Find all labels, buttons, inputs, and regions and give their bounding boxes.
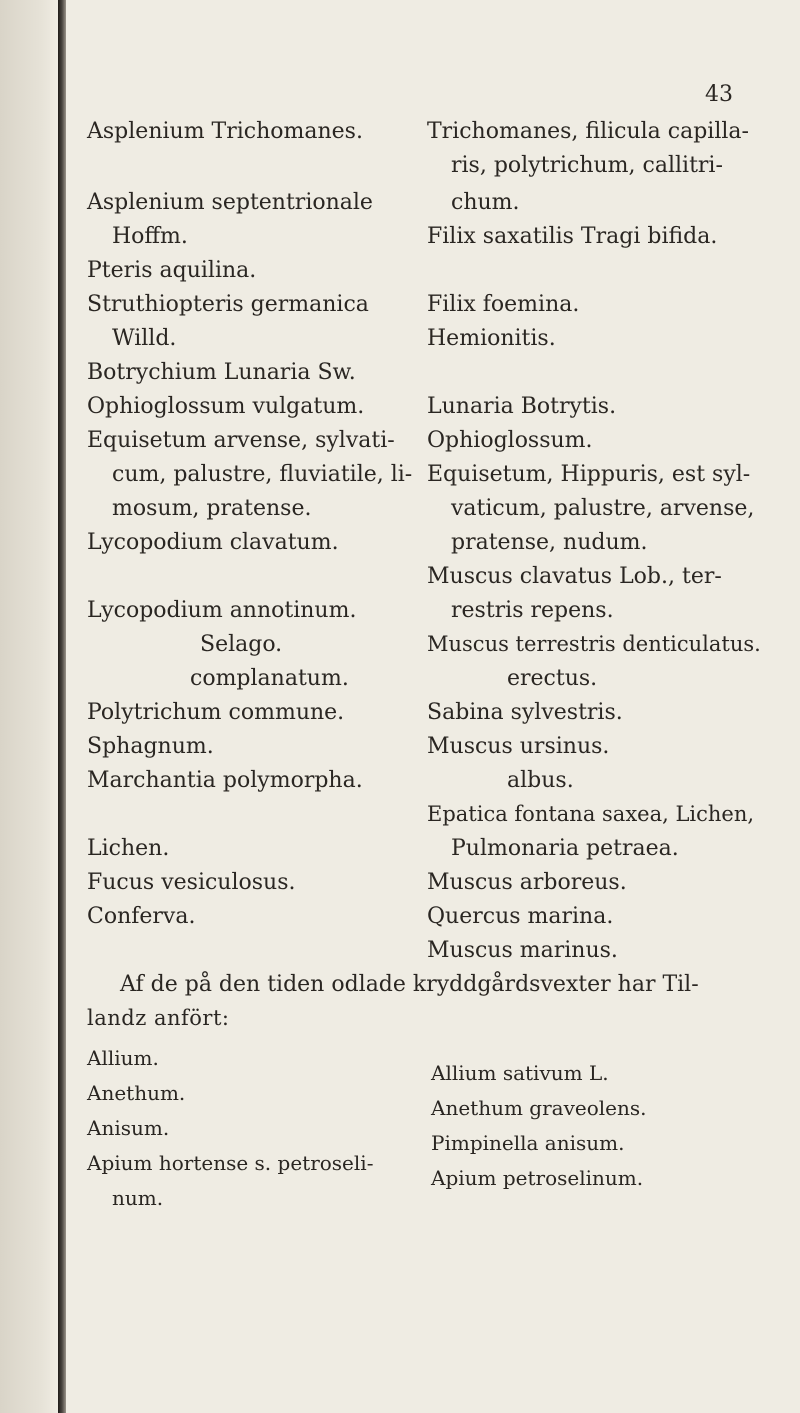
right-line: ris, polytrichum, callitri- xyxy=(451,153,723,178)
right-line: Sabina sylvestris. xyxy=(427,700,623,725)
right-line: Filix foemina. xyxy=(427,292,580,317)
right-line: erectus. xyxy=(507,666,598,691)
right-line: Ophioglossum. xyxy=(427,428,593,453)
right-line: Muscus arboreus. xyxy=(427,870,627,895)
left-line: Botrychium Lunaria Sw. xyxy=(87,360,356,385)
left-line: Fucus vesiculosus. xyxy=(87,870,296,895)
right-line: Pulmonaria petraea. xyxy=(451,836,679,861)
second-list-left-item: Apium hortense s. petroseli- xyxy=(87,1151,374,1175)
adjacent-page-edge xyxy=(0,0,58,1413)
left-line: Polytrichum commune. xyxy=(87,700,345,725)
paragraph-line: Af de på den tiden odlade kryddgårdsvexter har Til- xyxy=(120,972,699,997)
right-line: chum. xyxy=(451,190,520,215)
left-line: Lycopodium annotinum. xyxy=(87,598,357,623)
right-line: Hemionitis. xyxy=(427,326,556,351)
second-list-left-item: num. xyxy=(112,1186,164,1210)
second-list-right-item: Apium petroselinum. xyxy=(431,1166,644,1190)
book-gutter xyxy=(58,0,66,1413)
page-number: 43 xyxy=(705,82,733,107)
left-line: Asplenium septentrionale xyxy=(87,190,373,215)
left-line: Equisetum arvense, sylvati- xyxy=(87,428,395,453)
right-line: Lunaria Botrytis. xyxy=(427,394,617,419)
left-line: Hoffm. xyxy=(112,224,188,249)
right-line: albus. xyxy=(507,768,574,793)
right-line: Equisetum, Hippuris, est syl- xyxy=(427,462,751,487)
second-list-left-item: Anisum. xyxy=(87,1116,170,1140)
left-line: Willd. xyxy=(112,326,177,351)
second-list-right-item: Anethum graveolens. xyxy=(431,1096,647,1120)
paragraph-line: landz anfört: xyxy=(87,1006,230,1030)
right-line: Filix saxatilis Tragi bifida. xyxy=(427,224,718,249)
right-line: Muscus marinus. xyxy=(427,938,618,963)
left-line: Struthiopteris germanica xyxy=(87,292,369,317)
right-line: pratense, nudum. xyxy=(451,530,648,555)
right-line: Muscus terrestris denticulatus. xyxy=(427,632,761,656)
second-list-left-item: Anethum. xyxy=(87,1081,186,1105)
second-list-right-item: Pimpinella anisum. xyxy=(431,1131,625,1155)
second-list-right-item: Allium sativum L. xyxy=(431,1061,609,1085)
left-line: mosum, pratense. xyxy=(112,496,312,521)
left-line: Ophioglossum vulgatum. xyxy=(87,394,365,419)
right-line: Muscus clavatus Lob., ter- xyxy=(427,564,722,589)
left-line: Marchantia polymorpha. xyxy=(87,768,363,793)
right-line: Quercus marina. xyxy=(427,904,614,929)
right-line: restris repens. xyxy=(451,598,614,623)
left-line: Lichen. xyxy=(87,836,170,861)
left-line: Pteris aquilina. xyxy=(87,258,257,283)
left-line: Selago. xyxy=(200,632,283,657)
right-line: vaticum, palustre, arvense, xyxy=(451,496,755,521)
left-line: Asplenium Trichomanes. xyxy=(87,119,363,144)
left-line: Sphagnum. xyxy=(87,734,214,759)
second-list-left-item: Allium. xyxy=(87,1046,159,1070)
right-line: Trichomanes, filicula capilla- xyxy=(427,119,749,144)
left-line: complanatum. xyxy=(190,666,349,691)
left-line: Conferva. xyxy=(87,904,196,929)
left-line: cum, palustre, fluviatile, li- xyxy=(112,462,413,487)
left-line: Lycopodium clavatum. xyxy=(87,530,339,555)
right-line: Muscus ursinus. xyxy=(427,734,610,759)
right-line: Epatica fontana saxea, Lichen, xyxy=(427,802,755,826)
